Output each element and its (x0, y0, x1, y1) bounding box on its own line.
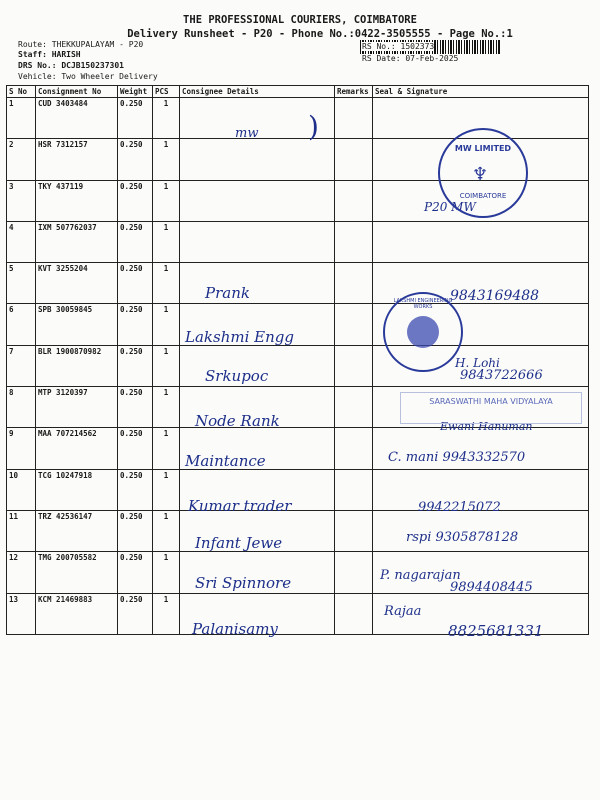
hw-phone-7: 9843722666 (460, 368, 543, 383)
deity-emblem-icon (407, 316, 439, 348)
cell-remarks (335, 180, 373, 221)
cell-consignment: KCM 21469883 (36, 593, 118, 634)
cell-sno: 5 (7, 263, 36, 304)
cell-remarks (335, 221, 373, 262)
cell-weight: 0.250 (118, 593, 153, 634)
cell-pcs: 1 (153, 552, 180, 593)
cell-weight: 0.250 (118, 304, 153, 345)
cell-pcs: 1 (153, 221, 180, 262)
hw-phone-13: 8825681331 (448, 622, 544, 640)
cell-weight: 0.250 (118, 263, 153, 304)
cell-pcs: 1 (153, 345, 180, 386)
cell-sno: 4 (7, 221, 36, 262)
rs-date: RS Date: 07-Feb-2025 (362, 54, 459, 63)
hw-phone-9: C. mani 9943332570 (388, 450, 526, 465)
cell-sno: 9 (7, 428, 36, 469)
cell-sno: 3 (7, 180, 36, 221)
cell-weight: 0.250 (118, 345, 153, 386)
cell-consignment: SPB 30059845 (36, 304, 118, 345)
cell-weight: 0.250 (118, 510, 153, 551)
cell-sno: 6 (7, 304, 36, 345)
cell-remarks (335, 139, 373, 180)
hw-consignee-13: Palanisamy (192, 620, 278, 638)
hw-phone-10: 9942215072 (418, 500, 501, 515)
cell-remarks (335, 469, 373, 510)
cell-remarks (335, 552, 373, 593)
cell-consignee (180, 221, 335, 262)
cell-pcs: 1 (153, 593, 180, 634)
hw-consignee-7: Srkupoc (205, 367, 269, 385)
company-name: THE PROFESSIONAL COURIERS, COIMBATORE (183, 14, 417, 26)
col-weight: Weight (118, 86, 153, 98)
school-stamp: SARASWATHI MAHA VIDYALAYA (400, 392, 582, 424)
cell-consignment: HSR 7312157 (36, 139, 118, 180)
cell-sno: 8 (7, 387, 36, 428)
hw-consignee-11: Infant Jewe (195, 534, 283, 552)
hw-consignee-10: Kumar trader (188, 497, 292, 515)
cell-remarks (335, 98, 373, 139)
cell-consignment: KVT 3255204 (36, 263, 118, 304)
col-consignment: Consignment No (36, 86, 118, 98)
cell-remarks (335, 263, 373, 304)
hw-consignee-8: Node Rank (195, 412, 280, 430)
cell-consignment: BLR 1900870982 (36, 345, 118, 386)
mw-limited-stamp: MW LIMITED ♆ COIMBATORE (438, 128, 528, 218)
hw-consignee-9: Maintance (185, 452, 266, 470)
col-sno: S No (7, 86, 36, 98)
lakshmi-engineering-stamp: LAKSHMI ENGINEERING WORKS (383, 292, 463, 372)
table-row (7, 469, 589, 510)
hw-phone-5: 9843169488 (450, 288, 540, 304)
table-header-row (7, 86, 589, 98)
cell-weight: 0.250 (118, 552, 153, 593)
col-consignee: Consignee Details (180, 86, 335, 98)
cell-pcs: 1 (153, 263, 180, 304)
cell-consignee (180, 263, 335, 304)
cell-sno: 7 (7, 345, 36, 386)
cell-consignee (180, 180, 335, 221)
cell-remarks (335, 428, 373, 469)
cell-consignment: IXM 507762037 (36, 221, 118, 262)
rs-no: RS No.: 1502373 (362, 42, 435, 51)
cell-consignment: TRZ 42536147 (36, 510, 118, 551)
hw-signature-12: P. nagarajan (380, 568, 461, 583)
cell-pcs: 1 (153, 304, 180, 345)
cell-pcs: 1 (153, 98, 180, 139)
table-row (7, 221, 589, 262)
cell-pcs: 1 (153, 139, 180, 180)
cell-remarks (335, 345, 373, 386)
cell-pcs: 1 (153, 387, 180, 428)
hw-signature-2: P20 MW (424, 200, 476, 214)
hw-phone-12: 9894408445 (450, 580, 533, 595)
runsheet-title: Delivery Runsheet - P20 - Phone No.:0422-3505555 - Page No.:1 (127, 28, 513, 40)
cell-pcs: 1 (153, 469, 180, 510)
table-row (7, 304, 589, 345)
hw-signature-13: Rajaa (384, 604, 422, 619)
hw-signature-9: Ewani Hanuman (440, 420, 533, 433)
hw-consignee-5: Prank (205, 284, 250, 302)
cell-sno: 10 (7, 469, 36, 510)
cell-remarks (335, 387, 373, 428)
mw-logo-icon: ♆ (472, 164, 489, 185)
cell-remarks (335, 304, 373, 345)
cell-sno: 11 (7, 510, 36, 551)
cell-weight: 0.250 (118, 428, 153, 469)
hw-consignee-6: Lakshmi Engg (185, 328, 294, 346)
col-seal: Seal & Signature (373, 86, 589, 98)
cell-seal (373, 221, 589, 262)
cell-consignment: CUD 3403484 (36, 98, 118, 139)
cell-weight: 0.250 (118, 98, 153, 139)
cell-pcs: 1 (153, 428, 180, 469)
cell-weight: 0.250 (118, 387, 153, 428)
hw-signature-7: H. Lohi (455, 356, 500, 370)
cell-remarks (335, 593, 373, 634)
hw-consignee-1: mw (235, 126, 259, 141)
cell-sno: 12 (7, 552, 36, 593)
cell-pcs: 1 (153, 510, 180, 551)
hw-phone-11: rspi 9305878128 (406, 530, 519, 545)
cell-pcs: 1 (153, 180, 180, 221)
cell-consignee (180, 139, 335, 180)
cell-consignment: TMG 200705582 (36, 552, 118, 593)
cell-consignment: MTP 3120397 (36, 387, 118, 428)
hw-bracket: ) (308, 110, 319, 143)
cell-consignment: TCG 10247918 (36, 469, 118, 510)
cell-weight: 0.250 (118, 139, 153, 180)
cell-sno: 2 (7, 139, 36, 180)
cell-weight: 0.250 (118, 180, 153, 221)
cell-remarks (335, 510, 373, 551)
col-pcs: PCS (153, 86, 180, 98)
col-remarks: Remarks (335, 86, 373, 98)
cell-sno: 13 (7, 593, 36, 634)
cell-weight: 0.250 (118, 221, 153, 262)
cell-weight: 0.250 (118, 469, 153, 510)
drs-label: DRS No.: DCJB150237301 (18, 61, 124, 70)
cell-consignment: MAA 707214562 (36, 428, 118, 469)
staff-label: Staff: HARISH (18, 50, 81, 59)
cell-sno: 1 (7, 98, 36, 139)
route-label: Route: THEKKUPALAYAM - P20 (18, 40, 144, 49)
vehicle-label: Vehicle: Two Wheeler Delivery (18, 72, 158, 81)
hw-consignee-12: Sri Spinnore (195, 574, 292, 592)
cell-consignment: TKY 437119 (36, 180, 118, 221)
